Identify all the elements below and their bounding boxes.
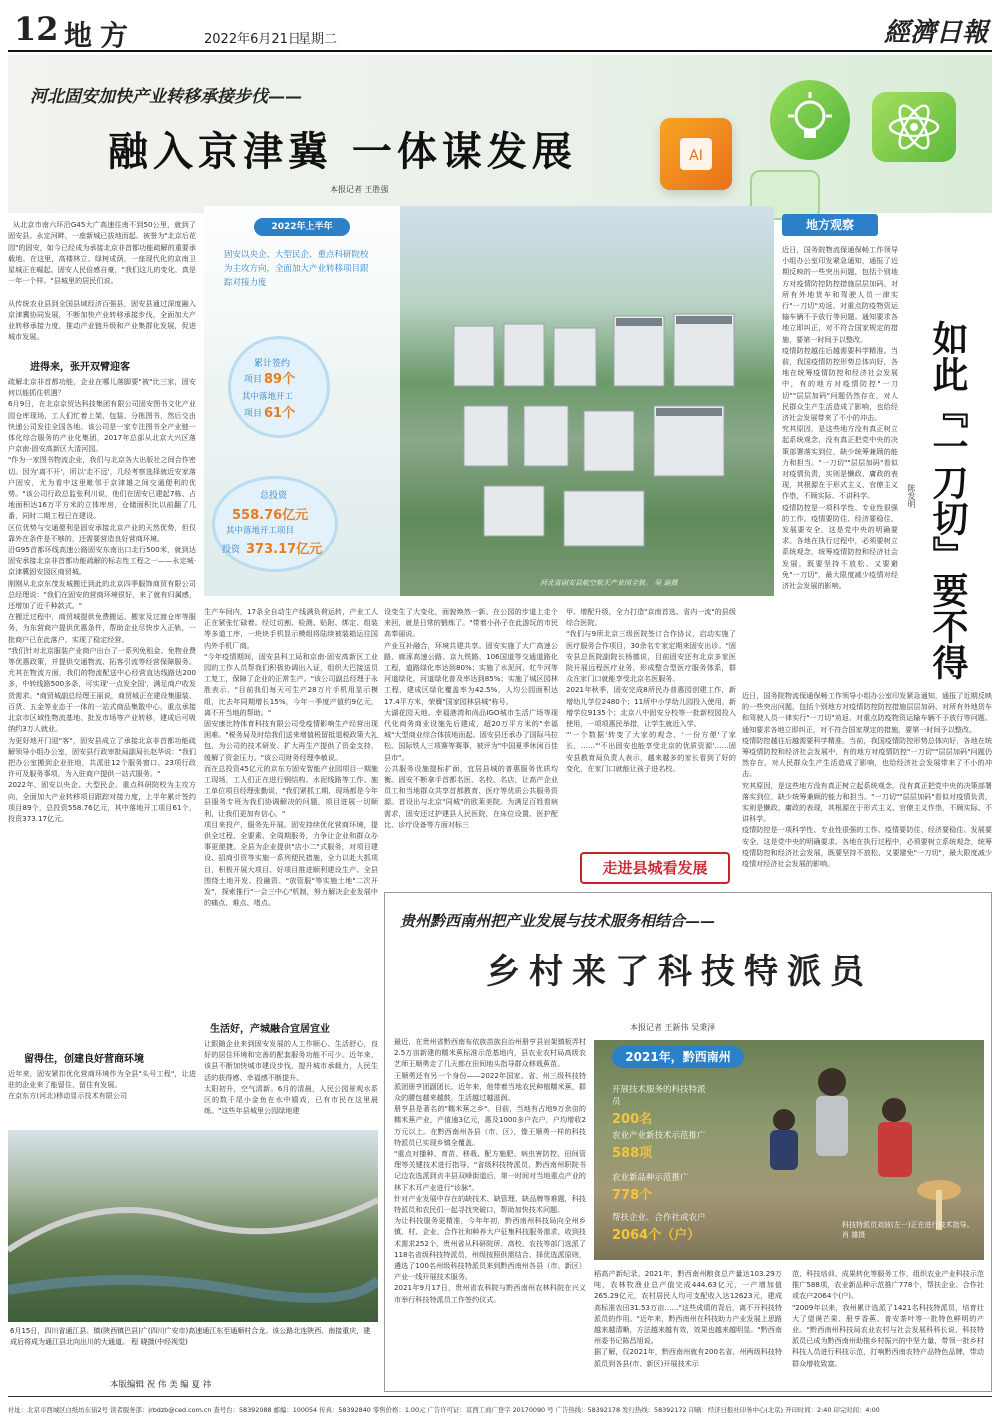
commentary-tag: 地方观察 [782,214,878,236]
gz-stat2-label: 农业产业新技术示范推广 [612,1131,706,1141]
page-footer [8,1396,992,1413]
stat2-label-1: 总投资 [260,491,288,501]
footer-text: 社址：北京市西城区白纸坊东街2号 读者服务部：jrbdzb@ced.com.cn 查号台：58392088 邮编：100054 传真：58392840 零售价格：1.00元 广告许可证：京西工商广登字 20170090 号 广告热线：58392178 发行热线：58392172 印刷：经济日报社印务中心(北京) 开印时间：2:40 印完时间：4:00 [8,1406,880,1413]
lightbulb-icon [770,80,850,160]
commentary-author: 陈发明 [907,484,916,508]
inset-description: 固安以央企、大型民企、重点科研院校为主攻方向，全面加大产业转移项目跟踪对接力度 [224,250,369,288]
page-editors: 本版编辑 祝 伟 美 编 夏 祎 [110,1380,212,1390]
county-section-badge: 走进县城看发展 [580,852,730,884]
guizhou-column-2: 稻高产新纪录。2021年，黔西南州粮食总产量达103.29万吨，农林牧渔业总产值完成444.63亿元，一产增加值265.29亿元，农村居民人均可支配收入达12623元，建成高标准农田31.53万亩……"这些成绩的背后，离不开科技特派员的作用。"近年来，黔西南州在科技助力产业发展上思路越来越清晰，方法越来越有效，效果也越来越明显。"黔西南州委书记陈昌旭说。 据了解，仅2021年，黔西南州就有200名省、州两级科技特派员到各县(市、新区)开展技术示 [594,1269,782,1368]
photo-caption: 河北省固安县航空航天产业园全貌。 吴 迪摄 [540,579,678,587]
gz-stat-2 [612,1130,732,1161]
subhead-3: 生活好，产城融合宜居宜业 [210,1024,330,1035]
svg-text:AI: AI [689,148,703,164]
story-headline: 融入京津冀 一体谋发展 [108,128,577,175]
stat1-label-3: 其中落地开工 [242,392,294,402]
column-3: 设变生了大变化，面貌焕然一新。在公园的步道上走个来回，就是日常的锻炼了。"带着小孙子在此游玩的市民高奉丽说。 产业互补融合，环境共建共享。固安实施了大广高速公路、廊涿高速公路、京九铁路、106国道等交通道路化工程，道路绿化率达到80%；实施了水泥河、牤牛河等河道绿化，河道绿化普及率达到85%；实施了城区园林工程，建成区绿化覆盖率为42.5%，人均公园面积达17.4平方米，荣膺"国家园林县城"称号。 大湖花园天地、幸福港湾和尚品IGO城市生活广场等现代化商务商业设施先后建成，超20万平方米的"幸福城"大型商业综合体拔地而起。固安县还承办了国际马拉松、国际铁人三项赛等赛事，被评为"中国夏季休闲百佳县市"。 公共服务设施提标扩面，宜居县城的普惠服务优质均衡。固安不断拿手首都名医、名校、名店，让高产企业员工和当地群众共享首都教育、医疗等优质公共服务资源。首设出与北京"同城"的欧莱美院。为满足百姓看病需求，固安还过护建县人民医院，在床位设置、医护配比、诊疗设备等方面对标三 [384,607,558,829]
column-1: 疏解北京非首都功能，企业在哪儿落脚要"被"比三家，固安何以能抓住机遇？ 6月9日，在北京京贸达科技集团有限公司固安图书文化产业园仓库现场，工人们忙着上架、包装、分拣图书，然后交由快递公司发往全国各地。该公司是一家专注图书全产业链一体化综合服务的产业化集团，2017年总部从北京大兴区落户京南·固安高新区大清河园。 "作为一家图书物流企业，我们与北京各大出版社之间合作密切。因为'离不开'，所以'走不远'，几经考察选择就近安家落户固安，尤为看中这里毗邻于京津雄之间交通便利的优势。"该公司行政总监张利川说，他们在固安已建起7栋、占地面积达16万平方米的立体库房，仓储面积比以前翻了几番，同时二期工程已在建设。 区位优势与交通便利是固安承接北京产业的天然优势，但仅靠外在条件是不够的，还需要营造良好营商环境。 沿G95首都环线高速公路固安东南出口北行500米，就到达固安承接北京非首都功能疏解的标志性工程之一——永定城·京津冀固安园区商贸城。 刚刚从北京东茂发城搬迁到此的北京四季服饰商贸有限公司总经理说："我们在固安的营商环境很好，来了就有归属感，还增加了近千种款式。" 在搬迁过程中，商贸城提供免费搬运、搬家及过渡仓库等服务，为东营商户提供优惠条件，帮助企业尽快步入正轨，一批商户已在此落户，实现了稳定经营。 "我们针对北京服装产业商户出台了一系列免租金、免物业费等优惠政策，并提供交通物流、拓客引流等经营保障服务。尤其在物流方面，我们的物流配送中心经营直达线路达200多，中转线路500多条，可实现'一点发全国'，满足商户收发货需求。"商贸城副总经理王丽说，商贸城正在建设集服装、百货、五金等业态于一体的一站式商品集散中心，重点承接北京市区域性物流基地、批发市场等产业转移，建成后可吸纳约3万人就业。 为更好地开门迎"客"，固安县成立了承接北京非首都功能疏解领导小组办公室，固安县行政审批局副局长赵华说："我们把办公室搬到企业驻地，共派驻12个服务窗口、23项行政许可及服务事项，为入驻商户提供一站式服务。" 2022年，固安以央企、大型民企、重点科研院校为主攻方向，全面加大产业转移项目跟踪对接力度，上半年累计签约项目89个，总投资558.76亿元，其中落地开工项目61个，投资373.17亿元。 [8,377,196,823]
guizhou-kicker: 贵州黔西南州把产业发展与技术服务相结合—— [400,912,716,930]
stat1-value: 89个 [264,372,296,387]
gz-stat2-value: 588项 [612,1146,653,1161]
column-1b: 近年来，固安紧扣优化营商环境作为全县"头号工程"，让进驻的企业来了能留住、留住有发展。 在京东方(河北)移动显示技术有限公司 [8,1069,196,1101]
stats-inset [204,206,400,596]
stat1-value-2: 61个 [264,406,296,421]
gz-stat3-label: 农业新品种示范推广 [612,1173,689,1183]
gz-stat4-value: 2064个（户） [612,1228,701,1243]
stat-circle-1 [228,336,330,438]
atom-icon [872,92,956,162]
inset-year-badge: 2022年上半年 [254,218,350,236]
page-header [8,8,992,52]
commentary-title: 如此『一刀切』要不得 [927,320,969,680]
column-2b: 让跟随企业来到固安发展的人工作顺心、生活舒心，良好的居住环境和完善的配套服务功能不可少。近年来，该县不断加快城市建设步伐，提升城市承载力，人民生活的获得感、幸福感不断提升。 太阳初升，空气清新。6月的清晨，人民公园景观水系区的数千尾小金鱼在水中嬉戏，已有市民在这里晨练。"这些年县城里公园绿地建 [204,1039,378,1116]
gz-year-badge: 2021年，黔西南州 [612,1046,744,1068]
highway-photo [8,1130,378,1322]
stat1-label-2: 项目 [244,375,263,385]
stat2-value-2: 373.17亿元 [246,542,323,557]
gz-stat-1 [612,1084,712,1127]
gz-stat1-label: 开展技术服务的科技特派员 [612,1085,706,1107]
stat2-label-3: 投资 [222,545,241,555]
guizhou-byline: 本报记者 王新伟 吴秉泽 [630,1023,716,1032]
ai-chip-icon [660,118,732,190]
page-number: 12 [14,10,59,48]
stat1-label-4: 项目 [244,409,263,419]
stat1-label-1: 累计签约 [254,359,291,369]
lead-text-2: 从传统农业县到全国县域经济百强县，固安县通过深度融入京津冀协同发展，不断加快产业转移承接步伐，全面加大产业转移承接力度，推动产业链升级和产业集群化发展，促进城市发展。 [8,298,196,342]
gz-stat-3 [612,1172,732,1203]
commentary-body-top: 近日，国务院物流保通保畅工作领导小组办公室印发紧急通知，通报了近期反映的一些突出问题，包括个别地方对疫情防控防控措施层层加码、对所有外地货车和驾驶人员一律实行"一刀切"劝返、对重点防疫物资运输车辆不予放行等问题。通知要求各地立即纠正，对不符合国家规定的措施，要第一时间予以整改。 疫情防控越往后越需要科学精准。当前，我国疫情防控形势总体向好，各地在统筹疫情防控和经济社会发展中，有的地方对疫情防控"一刀切""层层加码"问题仍然存在，对人民群众生产生活造成了影响，也给经济社会发展带来了不小的冲击。 究其原因，是这些地方没有真正树立起系统观念，没有真正把党中央的决策部署落实到位，缺少统筹兼顾的能力和担当。"一刀切""层层加码"看似对疫情负责，实则是懒政、庸政的表现，其根源在于形式主义、官僚主义作祟，不顾实际、不讲科学。 疫情防控是一项科学性、专业性很强的工作。疫情要防住、经济要稳住、发展要安全，这是党中央的明确要求。各地在执行过程中，必须要树立系统观念，统筹疫情防控和经济社会发展，既要坚持不放松、又要避免"一刀切"，最大限度减少疫情对经济社会发展的影响。 [782,245,898,591]
story-byline: 本报记者 王胜强 [330,185,389,194]
guizhou-column-3: 范、科技培训、成果转化等服务工作，组织农业产业科技示范推广588项，农业新品种示范推广778个，帮扶企业、合作社或农户2064个(户)。 "2009年以来，我州累计选派了1421名科技特派员，培育壮大了望谟芒果、册亨香蕉、普安茶叶等一批特色鲜明的产业。"黔西南州科技局农业农村与社会发展科科长说，科技特派员已成为黔西南州助推乡村振兴的中坚力量，带领一批乡村科技人员进行科技示范，打响黔西南农特产品特色品牌，带动群众增收致富。 [792,1269,984,1368]
subhead-2: 留得住，创建良好营商环境 [24,1054,144,1065]
gz-stat3-value: 778个 [612,1188,653,1203]
stat2-value-1: 558.76亿元 [232,508,309,523]
section-name: 地方 [64,19,137,52]
story-kicker: 河北固安加快产业转移承接步伐—— [30,87,302,107]
column-2: 生产车间内，17条全自动生产线满负荷运转，产业工人正在紧张忙碌着。经过切割、检测、贴附、绑定、组装等多道工序，一块块手机显示模组将陆续被装箱运往国内外手机厂商。 "今年疫情期间，固安县科工局和京南·固安高新区工业园的工作人员帮我们积极协调出入证，组织大巴接送员工复工，保障了企业的正常生产。"该公司副总经理于永胜表示，"目前我们每天可生产28万片手机用显示模组，比去年同期增长15%，今年一季度产值约9亿元，离不开当地的帮助。" 固安康比特体育科技有限公司受疫情影响生产经营出现困难。"税务局及时给我们送来增值税留抵退税政策大礼包，为公司的技术研发、扩大再生产提供了资金支持，缓解了资金压力。"该公司财务经理李敏说。 而在总投资45亿元的京东方固安智能产业园项目一期施工现场，工人们正在进行钢结构、水泥线路等工作。施工单位项目经理张勤说，"我们紧抓工期，现场都是今年县服务专班为我们协调解决的问题，项目进展一切顺利，让我们更加有信心。" 项目来投产，服务先开展。固安持续优化营商环境，提供全过程、全要素、全周期服务，力争让企业和群众办事更便捷。全县为企业提供"店小二"式服务，对项目建设、招商引资等实施一系列便民措施，全力以赴大抓项目，积极开展大项目、好项目推进顺利建设生产。全县围绕土地开发、投融资、"放管服"等实施土地"二次开发"，探索推行"一会三中心"机制，努力解决企业发展中的痛点、难点、堵点。 [204,607,378,908]
column-4: 甲、增配升级，全力打造"京南首选、省内一流"的县级综合医院。 "我们与9所北京三级医院签订合作协议，启动实施了医疗服务合作项目，30余名专家定期来固安出诊。"固安县总医院副院长杨德说，目前固安还有北京多家医院开展远程医疗业务，形成整合型医疗服务体系，群众在家门口就能享受北京名医服务。 2021年秋季，固安完成8所民办普惠园创建工作，新增幼儿学位2480个；11所中小学幼儿园投入使用，新增学位9135个；北京八中固安分校等一批新校园投入使用，一项项惠民举措，让学生就近入学。 "'一个数据'转变了大家的观念，'一份方便'了家长，……"'不出固安也能享受北京的优质资源'……固安县教育局负责人表示，越来越多的家长看到了好的变化，在家门口就能让孩子进名校。 [566,607,736,773]
stat2-label-2: 其中落地开工项目 [226,526,295,536]
highway-caption: 6月15日，四川省通江县、镇(陕西镇巴县)广(四川广安市)高速通江东至通顺村合龙。该公路北连陕西、南接重庆，建成后将成为通江县北向出川的大通道。 程 晓摄(中经视觉) [10,1327,371,1346]
masthead: 經濟日報 [883,18,988,48]
commentary-body-bottom: 近日，国务院物流保通保畅工作领导小组办公室印发紧急通知，通报了近期反映的一些突出问题，包括个别地方对疫情防控防控措施层层加码、对所有外地货车和驾驶人员一律实行"一刀切"劝返、对重点防疫物资运输车辆不予放行等问题。通知要求各地立即纠正，对不符合国家规定的措施，要第一时间予以整改。 疫情防控越往后越需要科学精准。当前，我国疫情防控形势总体向好，各地在统筹疫情防控和经济社会发展中，有的地方对疫情防控"一刀切""层层加码"问题仍然存在，对人民群众生产生活造成了影响，也给经济社会发展带来了不小的冲击。 究其原因，是这些地方没有真正树立起系统观念，没有真正把党中央的决策部署落实到位，缺少统筹兼顾的能力和担当。"一刀切""层层加码"看似对疫情负责，实则是懒政、庸政的表现，其根源在于形式主义、官僚主义作祟，不顾实际、不讲科学。 疫情防控是一项科学性、专业性很强的工作。疫情要防住、经济要稳住、发展要安全，这是党中央的明确要求。各地在执行过程中，必须要树立系统观念，统筹疫情防控和经济社会发展，既要坚持不放松、又要避免"一刀切"，最大限度减少疫情对经济社会发展的影响。 [742,691,992,869]
gz-stat4-label: 帮扶企业、合作社或农户 [612,1213,706,1223]
gz-stat1-value: 200名 [612,1112,653,1127]
guizhou-headline: 乡村来了科技特派员 [486,952,873,992]
gz-stat-4 [612,1212,752,1243]
issue-weekday: 星期二 [298,32,338,47]
field-photo-caption: 科技特派员刘波(左一)正在进行技术指导。 肖 雄摄 [842,1221,974,1239]
issue-date: 2022年6月21日 [204,32,301,47]
lead-text: 从北京市南六环沿G45大广高速往南不到50公里，就到了固安县。永定河畔，一座新城已拔地而起。被誉为"北京后花园"的固安，如今已经成为承接北京非首都功能疏解的重要承载地。在这里，高楼林立、绿树成荫，一座现代化的京南卫星城正在崛起。固安人民倍感自豪，"我们这儿的变化，真是一年一个样。"县城里的居民们说。 [8,220,196,286]
guizhou-column-1: 最近，在贵州省黔西南布依族苗族自治州册亨县岩架镇板弄村2.5万亩新建的糯米蕉标准示范基地内，县农业农村局高级农艺师王顺勇走了几天都在田间地头指导群众移栽蕉苗。 王顺勇还有另一个身份——2022年国家、省、州三级科技特派团册亨团副团长。近年来，他带着当地农民种植糯米蕉，群众的腰包越来越鼓，生活越过越滋润。 册亨县是著名的"糯米蕉之乡"。目前，当地有占地9万余亩的糯米蕉产业，产值逾3亿元，惠及1000多户农户，户均增收2万元以上。在黔西南州各县（市、区），像王顺勇一样的科技特派员已实现乡镇全覆盖。 "重点对播种、育苗、移栽、配方施肥、病虫害防控、田间管理等关键技术进行指导。"省级科技特派员、黔西南州职院书记边农选派到贞丰县双峰街道后，第一时间对当地重点产业的林下木耳产业进行"诊脉"。 针对产业发展中存在的缺技术、缺管理、缺品牌等难题，科技特派员和农民们一起寻找突破口，帮助加快技术问题。 为让科技服务更精准，今年年初，黔西南州科技局向全州乡镇、村、企业、合作社和种养大户征集科技服务需求，收到技术需求252个。贵州省从科研院所、高校、农技等部门选派了118名省级科技特派员，州级按照供需结合、择优选派原则，遴选了100名州级科技特派员来到黔西南州各县（市、新区）产业一线开展技术服务。 2021年9月17日，贵州省农科院与黔西南州农林科院在兴义市举行科技特派员工作签约仪式。 [394,1037,586,1304]
subhead-1: 进得来，张开双臂迎客 [30,362,130,373]
lead-paragraph [8,208,196,346]
